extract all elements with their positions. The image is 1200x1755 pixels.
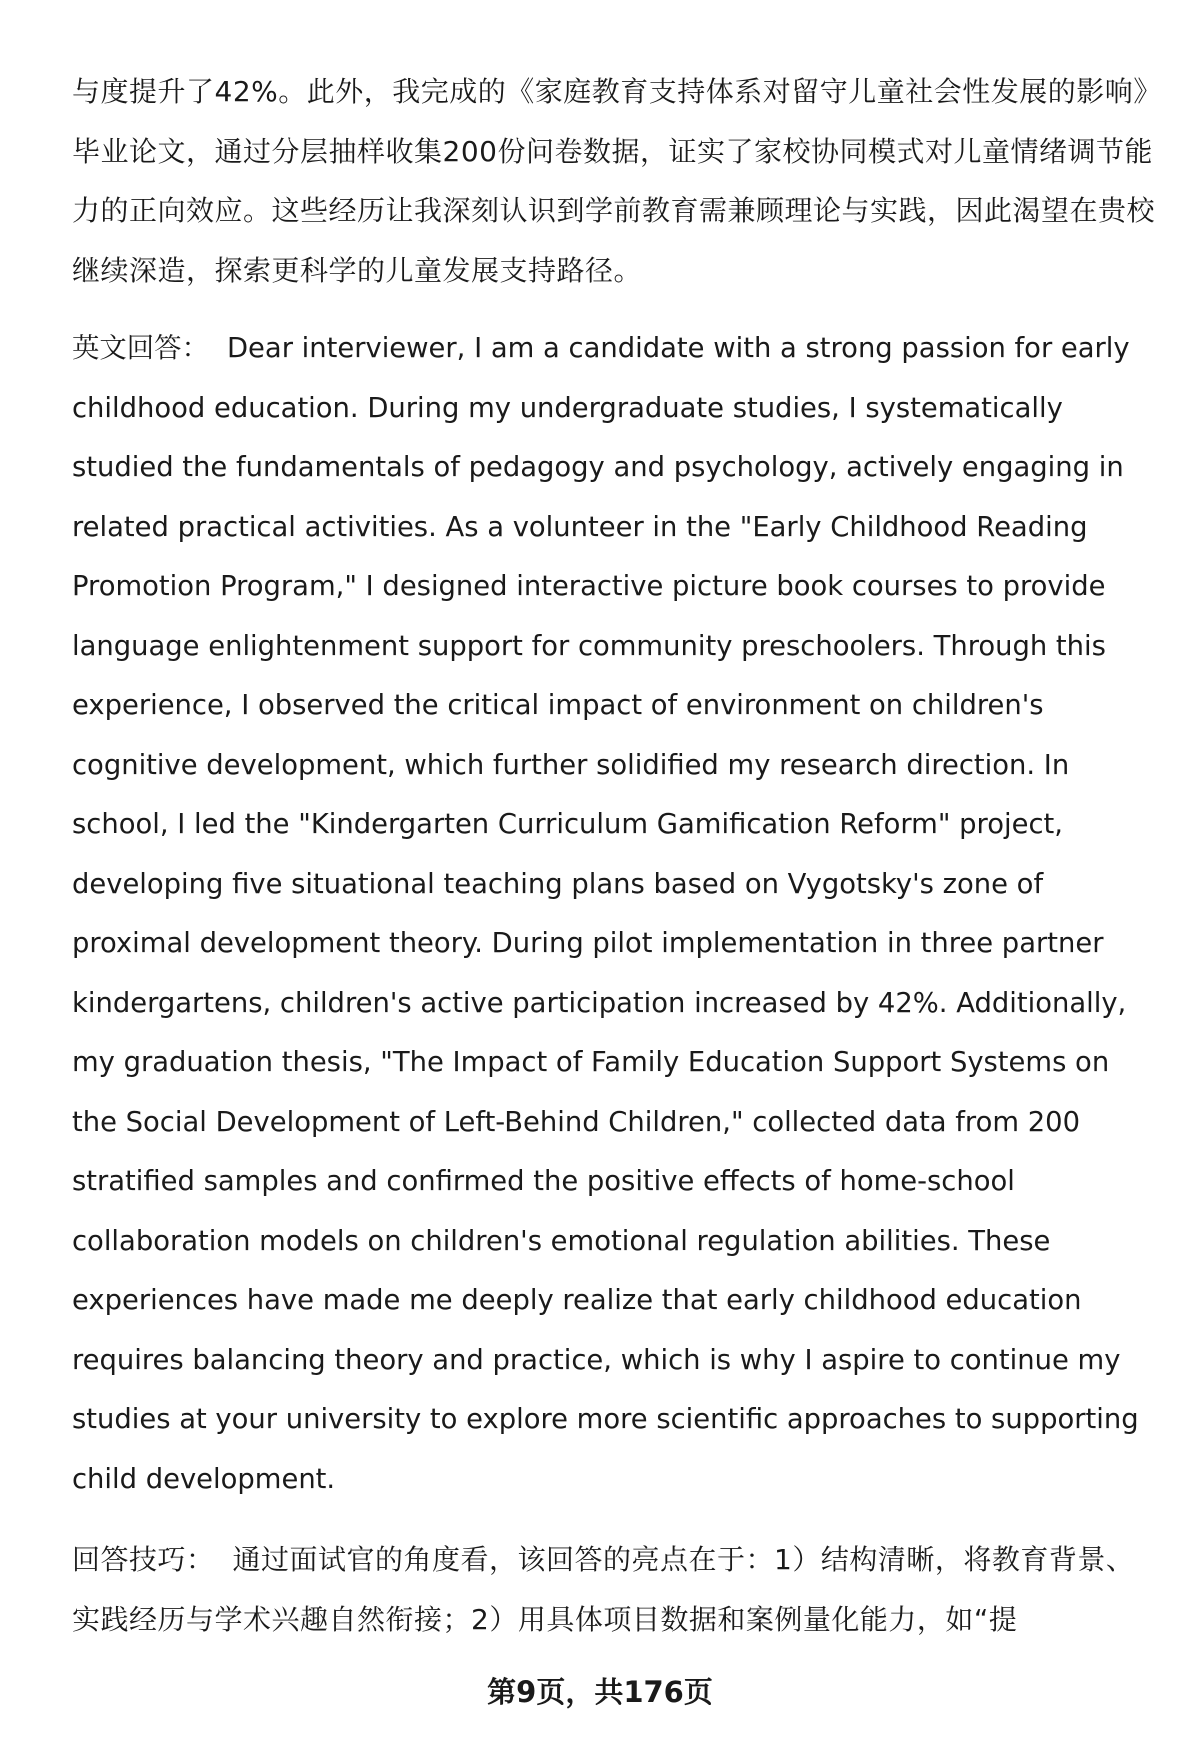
- english-answer-paragraph: [72, 319, 1157, 1509]
- answer-tips-label: 回答技巧：: [72, 1543, 215, 1576]
- english-answer-label: 英文回答：: [72, 333, 209, 364]
- answer-tips-text: 通过面试官的角度看，该回答的亮点在于：1）结构清晰，将教育背景、实践经历与学术兴趣自然衔接；2）用具体项目数据和案例量化能力，如“提: [72, 1543, 1135, 1636]
- english-answer-text: Dear interviewer, I am a candidate with a strong passion for early childhood education. During my undergraduate studies, I systematically studied the fundamentals of pedagogy and psychology, actively engaging in related practical activities. As a volunteer in the "Early Childhood Reading Promotion Program," I designed interactive picture book courses to provide language enlightenment support for community preschoolers. Through this experience, I observed the critical impact of environment on children's cognitive development, which further solidified my research direction. In school, I led the "Kindergarten Curriculum Gamification Reform" project, developing five situational teaching plans based on Vygotsky's zone of proximal development theory. During pilot implementation in three partner kindergartens, children's active participation increased by 42%. Additionally, my graduation thesis, "The Impact of Family Education Support Systems on the Social Development of Left-Behind Children," collected data from 200 stratified samples and confirmed the positive effects of home-school collaboration models on children's emotional regulation abilities. These experiences have made me deeply realize that early childhood education requires balancing theory and practice, which is why I aspire to continue my studies at your university to explore more scientific approaches to supporting child development.: [72, 333, 1139, 1495]
- page-indicator: 第9页，共176页: [487, 1675, 713, 1709]
- answer-tips-paragraph: [72, 1530, 1157, 1649]
- document-body: [72, 62, 1157, 1649]
- chinese-answer-continuation: 与度提升了42%。此外，我完成的《家庭教育支持体系对留守儿童社会性发展的影响》毕业论文，通过分层抽样收集200份问卷数据，证实了家校协同模式对儿童情绪调节能力的正向效应。这些经历让我深刻认识到学前教育需兼顾理论与实践，因此渴望在贵校继续深造，探索更科学的儿童发展支持路径。: [72, 75, 1156, 287]
